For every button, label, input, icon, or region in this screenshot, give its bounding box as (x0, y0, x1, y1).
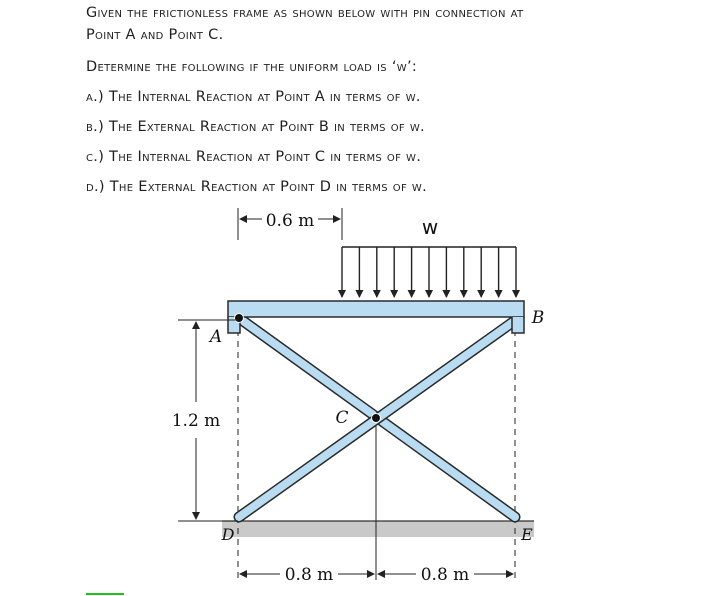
instruction-text: Determine the following if the uniform load is ‘w’: (86, 59, 418, 75)
pin-a (235, 314, 244, 323)
label-b: B (531, 308, 545, 328)
label-c: C (335, 408, 349, 428)
intro-line-2: Point A and Point C. (86, 27, 224, 43)
label-d: D (221, 525, 235, 544)
top-dimension-label: 0.6 m (265, 211, 315, 231)
top-beam (228, 301, 524, 317)
beam-right-end (512, 317, 524, 333)
intro-line-1: Given the frictionless frame as shown below with pin connection at (86, 5, 524, 21)
question-a: a.) The Internal Reaction at Point A in terms of w. (86, 89, 421, 105)
bottom-right-dimension-label: 0.8 m (420, 565, 470, 585)
load-arrows (342, 247, 516, 297)
ground (222, 521, 534, 537)
question-d: d.) The External Reaction at Point D in terms of w. (86, 179, 427, 195)
label-e: E (521, 525, 533, 544)
question-c: c.) The Internal Reaction at Point C in terms of w. (86, 149, 422, 165)
question-b: b.) The External Reaction at Point B in terms of w. (86, 119, 425, 135)
height-dimension-label: 1.2 m (171, 411, 221, 431)
pin-c (372, 414, 381, 423)
label-a: A (209, 327, 223, 347)
bottom-left-dimension-label: 0.8 m (284, 565, 334, 585)
green-underline-mark (86, 593, 124, 595)
load-label: w (421, 215, 439, 239)
